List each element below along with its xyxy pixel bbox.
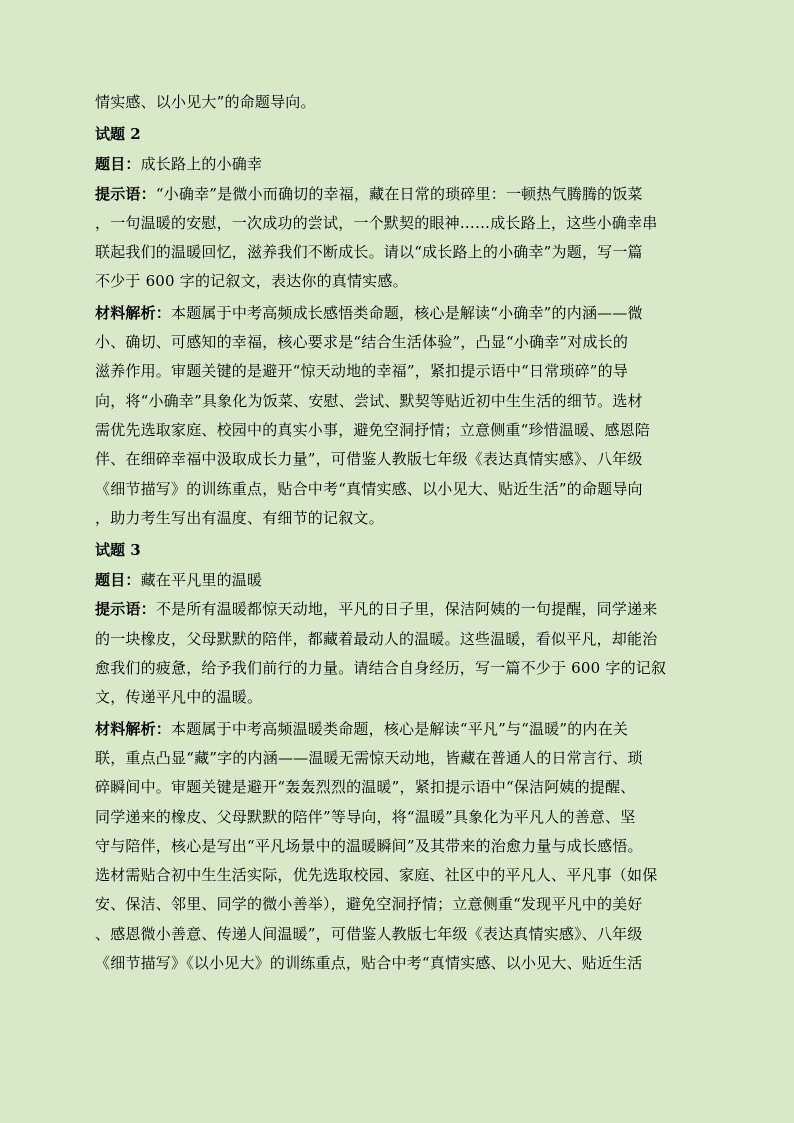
prompt-line: 不少于 600 字的记叙文，表达你的真情实感。 bbox=[95, 272, 408, 291]
analysis-line: 安、保洁、邻里、同学的微小善举），避免空洞抒情；立意侧重“发现平凡中的美好 bbox=[95, 895, 643, 914]
analysis-line: 联，重点凸显“藏”字的内涵——温暖无需惊天动地，皆藏在普通人的日常言行、琐 bbox=[95, 748, 643, 767]
question-2-prompt bbox=[95, 180, 699, 297]
analysis-line: 《细节描写》的训练重点，贴合中考“真情实感、以小见大、贴近生活”的命题导向 bbox=[95, 479, 643, 498]
analysis-line: 伴、在细碎幸福中汲取成长力量”，可借鉴人教版七年级《表达真情实感》、八年级 bbox=[95, 450, 643, 469]
topic-text: 成长路上的小确幸 bbox=[140, 155, 263, 174]
analysis-line: 碎瞬间中。审题关键是避开“轰轰烈烈的温暖”，紧扣提示语中“保洁阿姨的提醒、 bbox=[95, 778, 636, 797]
analysis-line: ，助力考生写出有温度、有细节的记叙文。 bbox=[95, 508, 384, 527]
analysis-line: 小、确切、可感知的幸福，核心要求是“结合生活体验”，凸显“小确幸”对成长的 bbox=[95, 333, 629, 352]
analysis-line: 同学递来的橡皮、父母默默的陪伴”等导向，将“温暖”具象化为平凡人的善意、坚 bbox=[95, 807, 636, 826]
prompt-text: “小确幸”是微小而确切的幸福，藏在日常的琐碎里：一顿热气腾腾的饭菜 bbox=[155, 184, 643, 203]
question-3-heading: 试题 3 bbox=[95, 541, 141, 560]
prompt-text: 不是所有温暖都惊天动地，平凡的日子里，保洁阿姨的一句提醒，同学递来 bbox=[155, 600, 658, 619]
analysis-line bbox=[95, 299, 699, 328]
question-3-analysis bbox=[95, 715, 699, 979]
analysis-line bbox=[95, 715, 699, 744]
question-2-analysis bbox=[95, 299, 699, 533]
intro-line: 情实感、以小见大”的命题导向。 bbox=[95, 93, 316, 111]
analysis-text: 本题属于中考高频成长感悟类命题，核心是解读“小确幸”的内涵——微 bbox=[171, 303, 643, 322]
prompt-line: 联起我们的温暖回忆，滋养我们不断成长。请以“成长路上的小确幸”为题，写一篇 bbox=[95, 243, 643, 262]
question-3-topic bbox=[95, 566, 699, 595]
prompt-line: 的一块橡皮，父母默默的陪伴，都藏着最动人的温暖。这些温暖，看似平凡，却能治 bbox=[95, 629, 658, 648]
topic-label: 题目： bbox=[95, 571, 141, 590]
question-2-topic bbox=[95, 150, 699, 179]
analysis-line: 《细节描写》《以小见大》的训练重点，贴合中考“真情实感、以小见大、贴近生活 bbox=[95, 954, 643, 973]
analysis-line: 选材需贴合初中生生活实际，优先选取校园、家庭、社区中的平凡人、平凡事（如保 bbox=[95, 866, 658, 885]
topic-text: 藏在平凡里的温暖 bbox=[140, 571, 263, 590]
prompt-line bbox=[95, 180, 699, 209]
prompt-label: 提示语： bbox=[95, 184, 156, 203]
analysis-line: 向，将“小确幸”具象化为饭菜、安慰、尝试、默契等贴近初中生生活的细节。选材 bbox=[95, 391, 643, 410]
analysis-text: 本题属于中考高频温暖类命题，核心是解读“平凡”与“温暖”的内在关 bbox=[171, 719, 629, 738]
prompt-line: 愈我们的疲惫，给予我们前行的力量。请结合自身经历，写一篇不少于 600 字的记叙 bbox=[95, 659, 667, 678]
topic-label: 题目： bbox=[95, 155, 141, 174]
analysis-label: 材料解析： bbox=[95, 303, 172, 322]
prompt-line: 文，传递平凡中的温暖。 bbox=[95, 688, 263, 707]
analysis-line: 需优先选取家庭、校园中的真实小事，避免空洞抒情；立意侧重“珍惜温暖、感恩陪 bbox=[95, 420, 651, 439]
analysis-line: 滋养作用。审题关键的是避开“惊天动地的幸福”，紧扣提示语中“日常琐碎”的导 bbox=[95, 362, 629, 381]
prompt-line bbox=[95, 595, 699, 624]
analysis-label: 材料解析： bbox=[95, 719, 172, 738]
prompt-label: 提示语： bbox=[95, 600, 156, 619]
analysis-line: 、感恩微小善意、传递人间温暖”，可借鉴人教版七年级《表达真情实感》、八年级 bbox=[95, 924, 643, 943]
question-2-heading: 试题 2 bbox=[95, 125, 141, 144]
analysis-line: 守与陪伴，核心是写出“平凡场景中的温暖瞬间”及其带来的治愈力量与成长感悟。 bbox=[95, 836, 643, 855]
prompt-line: ，一句温暖的安慰，一次成功的尝试，一个默契的眼神……成长路上，这些小确幸串 bbox=[95, 213, 658, 232]
question-3-prompt bbox=[95, 595, 699, 712]
